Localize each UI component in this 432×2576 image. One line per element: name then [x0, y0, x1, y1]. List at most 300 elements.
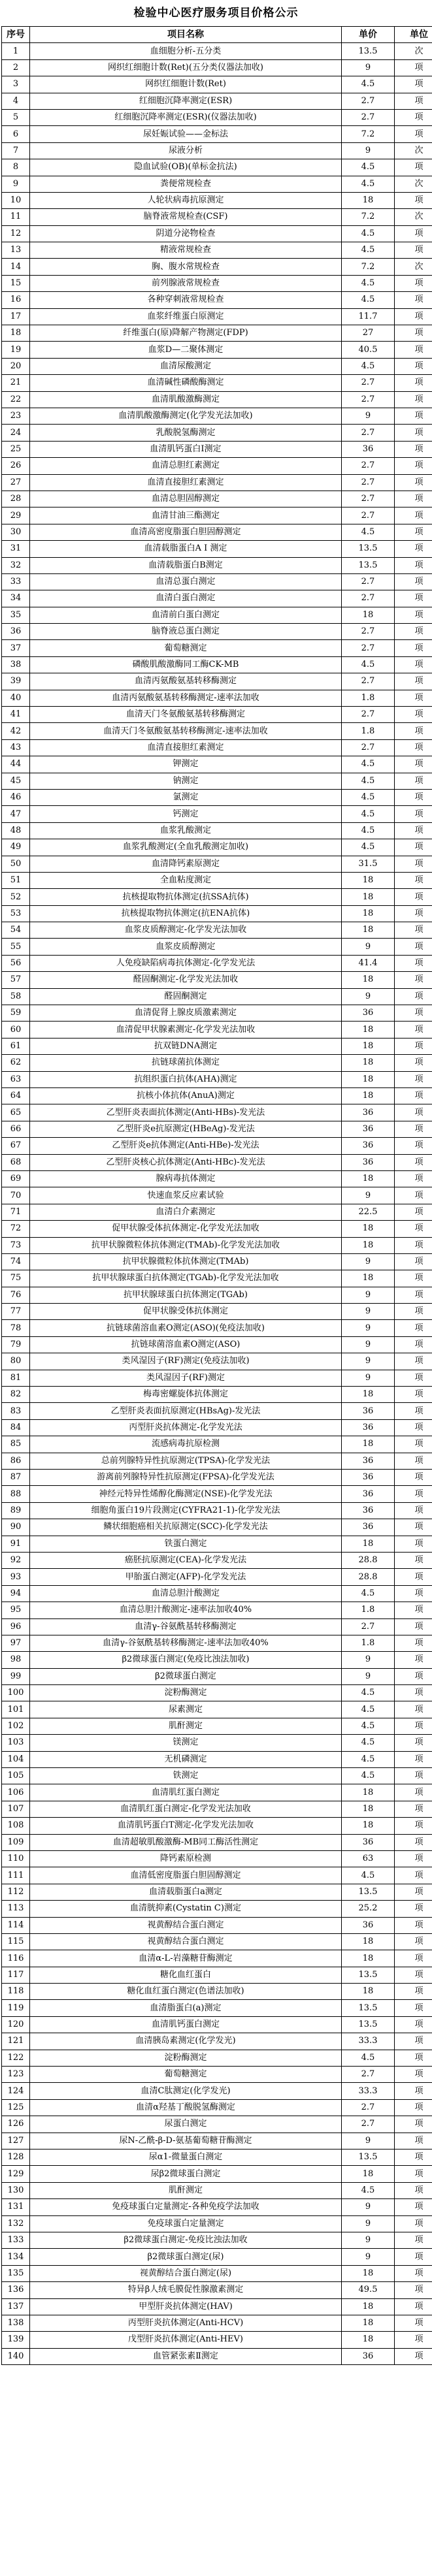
item-name: 视黄醇结合蛋白测定	[30, 1933, 342, 1950]
row-number: 115	[2, 1933, 30, 1950]
unit-price: 13.5	[342, 2016, 395, 2033]
unit-price: 28.8	[342, 1569, 395, 1585]
unit: 项	[395, 2099, 432, 2116]
item-name: 抗甲状腺微粒体抗体测定(TMAb)	[30, 1253, 342, 1270]
unit-price: 2.7	[342, 2116, 395, 2133]
item-name: 血浆乳酸测定(全血乳酸测定加收)	[30, 839, 342, 856]
unit-price: 1.8	[342, 1602, 395, 1618]
table-row	[2, 922, 432, 939]
item-name: 血清肌红蛋白测定-化学发光法加收	[30, 1801, 342, 1817]
unit: 项	[395, 375, 432, 391]
unit-price: 49.5	[342, 2282, 395, 2298]
table-row	[2, 1304, 432, 1320]
unit-price: 28.8	[342, 1552, 395, 1568]
table-row	[2, 358, 432, 374]
item-name: 血清甘油三酯测定	[30, 507, 342, 524]
unit-price: 18	[342, 1984, 395, 2000]
item-name: β2微球蛋白测定	[30, 1668, 342, 1684]
row-number: 17	[2, 308, 30, 325]
unit: 项	[395, 2282, 432, 2298]
unit: 项	[395, 1850, 432, 1867]
row-number: 32	[2, 557, 30, 573]
item-name: 血清γ-谷氨酰基转移酶测定	[30, 1618, 342, 1635]
item-name: 糖化血红蛋白	[30, 1967, 342, 1983]
table-row	[2, 1950, 432, 1967]
row-number: 136	[2, 2282, 30, 2298]
unit-price: 13.5	[342, 1884, 395, 1900]
unit-price: 18	[342, 1237, 395, 1253]
row-number: 34	[2, 590, 30, 607]
unit-price: 18	[342, 192, 395, 208]
unit-price: 2.7	[342, 375, 395, 391]
unit-price: 7.2	[342, 209, 395, 225]
unit: 项	[395, 325, 432, 342]
row-number: 51	[2, 872, 30, 888]
row-number: 30	[2, 524, 30, 540]
row-number: 62	[2, 1055, 30, 1071]
item-name: 红细胞沉降率测定(ESR)	[30, 93, 342, 109]
header-price: 单价	[342, 27, 395, 43]
table-row	[2, 1486, 432, 1502]
unit: 项	[395, 789, 432, 805]
row-number: 97	[2, 1635, 30, 1651]
unit-price: 18	[342, 972, 395, 988]
table-row	[2, 1204, 432, 1220]
unit: 项	[395, 1668, 432, 1684]
item-name: 粪便常规检查	[30, 176, 342, 192]
item-name: 网织红细胞计数(Ret)	[30, 76, 342, 93]
unit: 项	[395, 308, 432, 325]
table-row	[2, 2016, 432, 2033]
unit-price: 2.7	[342, 624, 395, 640]
row-number: 47	[2, 806, 30, 822]
row-number: 67	[2, 1138, 30, 1154]
row-number: 39	[2, 673, 30, 690]
item-name: 葡萄糖测定	[30, 640, 342, 656]
item-name: 快速血浆反应素试验	[30, 1187, 342, 1204]
item-name: 甲胎蛋白测定(AFP)-化学发光法	[30, 1569, 342, 1585]
unit: 项	[395, 1005, 432, 1022]
item-name: 鳞状细胞癌相关抗原测定(SCC)-化学发光法	[30, 1519, 342, 1536]
row-number: 49	[2, 839, 30, 856]
unit: 项	[395, 640, 432, 656]
unit-price: 2.7	[342, 507, 395, 524]
unit: 项	[395, 1834, 432, 1850]
item-name: 血清肌钙蛋白T测定-化学发光法加收	[30, 1818, 342, 1834]
unit-price: 36	[342, 2348, 395, 2364]
unit-price: 36	[342, 1834, 395, 1850]
row-number: 101	[2, 1701, 30, 1718]
unit: 项	[395, 822, 432, 839]
table-row	[2, 640, 432, 656]
table-row	[2, 1022, 432, 1038]
item-name: 血清低密度脂蛋白胆固醇测定	[30, 1867, 342, 1884]
unit-price: 7.2	[342, 259, 395, 275]
unit-price: 9	[342, 1370, 395, 1386]
unit: 项	[395, 1469, 432, 1485]
item-name: 精液常规检查	[30, 242, 342, 259]
table-row	[2, 1569, 432, 1585]
unit: 项	[395, 1104, 432, 1121]
unit: 项	[395, 1967, 432, 1983]
row-number: 80	[2, 1353, 30, 1370]
unit-price: 4.5	[342, 822, 395, 839]
unit: 项	[395, 955, 432, 971]
row-number: 88	[2, 1486, 30, 1502]
item-name: 类风湿因子(RF)测定	[30, 1370, 342, 1386]
row-number: 71	[2, 1204, 30, 1220]
table-row	[2, 1370, 432, 1386]
unit-price: 9	[342, 1253, 395, 1270]
unit-price: 9	[342, 1668, 395, 1684]
unit: 项	[395, 1618, 432, 1635]
item-name: 神经元特异性烯醇化酶测定(NSE)-化学发光法	[30, 1486, 342, 1502]
unit: 项	[395, 491, 432, 507]
row-number: 94	[2, 1585, 30, 1602]
unit: 项	[395, 1320, 432, 1336]
item-name: 血清总胆红素测定	[30, 458, 342, 474]
unit-price: 18	[342, 1950, 395, 1967]
unit: 项	[395, 939, 432, 955]
table-row	[2, 573, 432, 590]
item-name: 尿液分析	[30, 142, 342, 159]
item-name: 血清C肽测定(化学发光)	[30, 2083, 342, 2099]
unit: 项	[395, 1486, 432, 1502]
table-row	[2, 93, 432, 109]
table-row	[2, 1253, 432, 1270]
table-row	[2, 2099, 432, 2116]
item-name: 钙测定	[30, 806, 342, 822]
unit-price: 18	[342, 1170, 395, 1187]
item-name: 网织红细胞计数(Ret)(五分类仪器法加收)	[30, 59, 342, 76]
unit: 项	[395, 1304, 432, 1320]
unit-price: 2.7	[342, 2067, 395, 2083]
table-row	[2, 1850, 432, 1867]
item-name: 磷酸肌酸激酶同工酶CK-MB	[30, 656, 342, 673]
unit: 项	[395, 1353, 432, 1370]
table-row	[2, 209, 432, 225]
table-row	[2, 2166, 432, 2182]
unit: 项	[395, 2166, 432, 2182]
row-number: 76	[2, 1287, 30, 1303]
table-row	[2, 1818, 432, 1834]
row-number: 63	[2, 1071, 30, 1087]
table-row	[2, 1552, 432, 1568]
item-name: 血清肌钙蛋白I测定	[30, 441, 342, 457]
unit-price: 40.5	[342, 342, 395, 358]
unit: 项	[395, 358, 432, 374]
item-name: 抗甲状腺球蛋白抗体测定(TGAb)-化学发光法加收	[30, 1270, 342, 1287]
row-number: 85	[2, 1436, 30, 1453]
item-name: 血清γ-谷氨酰基转移酶测定-速率法加收40%	[30, 1635, 342, 1651]
table-row	[2, 458, 432, 474]
row-number: 50	[2, 856, 30, 872]
table-row	[2, 2000, 432, 2016]
unit: 项	[395, 2000, 432, 2016]
unit-price: 4.5	[342, 756, 395, 773]
unit: 项	[395, 2298, 432, 2315]
unit: 项	[395, 839, 432, 856]
item-name: 钠测定	[30, 773, 342, 789]
table-row	[2, 905, 432, 922]
table-row	[2, 2215, 432, 2232]
unit-price: 31.5	[342, 856, 395, 872]
item-name: 尿N-乙酰-β-D-氨基葡萄糖苷酶测定	[30, 2133, 342, 2149]
unit-price: 18	[342, 2265, 395, 2281]
item-name: 全血粘度测定	[30, 872, 342, 888]
unit-price: 18	[342, 1784, 395, 1801]
unit: 项	[395, 474, 432, 491]
table-row	[2, 1668, 432, 1684]
table-row	[2, 109, 432, 125]
table-row	[2, 822, 432, 839]
item-name: 铁测定	[30, 1768, 342, 1784]
table-row	[2, 541, 432, 557]
item-name: 血细胞分析-五分类	[30, 43, 342, 59]
unit-price: 27	[342, 325, 395, 342]
row-number: 139	[2, 2332, 30, 2348]
table-row	[2, 1867, 432, 1884]
row-number: 113	[2, 1901, 30, 1917]
table-row	[2, 1453, 432, 1469]
row-number: 75	[2, 1270, 30, 1287]
unit-price: 4.5	[342, 1768, 395, 1784]
item-name: 血清降钙素原测定	[30, 856, 342, 872]
item-name: 免疫球蛋白定量测定-各种免疫学法加收	[30, 2199, 342, 2215]
unit-price: 4.5	[342, 2050, 395, 2066]
unit-price: 18	[342, 2332, 395, 2348]
row-number: 74	[2, 1253, 30, 1270]
unit: 项	[395, 1204, 432, 1220]
row-number: 27	[2, 474, 30, 491]
unit-price: 4.5	[342, 839, 395, 856]
table-row	[2, 242, 432, 259]
table-row	[2, 590, 432, 607]
row-number: 7	[2, 142, 30, 159]
table-row	[2, 1005, 432, 1022]
row-number: 15	[2, 275, 30, 291]
unit: 项	[395, 425, 432, 441]
item-name: 镁测定	[30, 1735, 342, 1751]
unit: 项	[395, 2182, 432, 2198]
row-number: 29	[2, 507, 30, 524]
item-name: 乙型肝炎表面抗体测定(Anti-HBs)-发光法	[30, 1104, 342, 1121]
table-row	[2, 707, 432, 723]
unit: 项	[395, 2348, 432, 2364]
item-name: 抗甲状腺球蛋白抗体测定(TGAb)	[30, 1287, 342, 1303]
row-number: 109	[2, 1834, 30, 1850]
row-number: 64	[2, 1088, 30, 1104]
row-number: 45	[2, 773, 30, 789]
item-name: 血清促肾上腺皮质激素测定	[30, 1005, 342, 1022]
row-number: 90	[2, 1519, 30, 1536]
table-row	[2, 2232, 432, 2248]
row-number: 36	[2, 624, 30, 640]
unit-price: 7.2	[342, 126, 395, 142]
row-number: 100	[2, 1685, 30, 1701]
row-number: 84	[2, 1419, 30, 1436]
row-number: 78	[2, 1320, 30, 1336]
row-number: 112	[2, 1884, 30, 1900]
unit-price: 36	[342, 1502, 395, 1519]
item-name: 血浆D—二聚体测定	[30, 342, 342, 358]
item-name: 血清总胆汁酸测定	[30, 1585, 342, 1602]
table-row	[2, 1917, 432, 1933]
row-number: 41	[2, 707, 30, 723]
unit-price: 13.5	[342, 2000, 395, 2016]
unit-price: 4.5	[342, 159, 395, 176]
table-row	[2, 1170, 432, 1187]
table-row	[2, 656, 432, 673]
item-name: 血清尿酸测定	[30, 358, 342, 374]
row-number: 108	[2, 1818, 30, 1834]
table-row	[2, 1403, 432, 1419]
unit-price: 9	[342, 2199, 395, 2215]
item-name: 抗核小体抗体(AnuA)测定	[30, 1088, 342, 1104]
unit: 项	[395, 1088, 432, 1104]
row-number: 46	[2, 789, 30, 805]
row-number: 61	[2, 1038, 30, 1054]
unit-price: 4.5	[342, 806, 395, 822]
unit-price: 4.5	[342, 524, 395, 540]
row-number: 72	[2, 1221, 30, 1237]
item-name: 血清肌酸激酶测定(化学发光法加收)	[30, 408, 342, 424]
unit-price: 9	[342, 939, 395, 955]
table-row	[2, 756, 432, 773]
table-row	[2, 2298, 432, 2315]
unit: 项	[395, 806, 432, 822]
unit: 项	[395, 1701, 432, 1718]
unit: 项	[395, 109, 432, 125]
item-name: 尿素测定	[30, 1701, 342, 1718]
unit-price: 9	[342, 1652, 395, 1668]
unit-price: 2.7	[342, 391, 395, 408]
unit-price: 36	[342, 1403, 395, 1419]
unit: 次	[395, 43, 432, 59]
unit-price: 2.7	[342, 491, 395, 507]
unit: 项	[395, 2232, 432, 2248]
unit-price: 4.5	[342, 1718, 395, 1734]
table-row	[2, 1701, 432, 1718]
unit-price: 18	[342, 1270, 395, 1287]
item-name: 免疫球蛋白定量测定	[30, 2215, 342, 2232]
item-name: β2微球蛋白测定(尿)	[30, 2249, 342, 2265]
unit: 项	[395, 441, 432, 457]
row-number: 103	[2, 1735, 30, 1751]
table-body	[2, 43, 432, 2365]
unit: 项	[395, 2149, 432, 2166]
unit: 项	[395, 1055, 432, 1071]
unit: 项	[395, 707, 432, 723]
table-row	[2, 1635, 432, 1651]
row-number: 93	[2, 1569, 30, 1585]
unit-price: 18	[342, 1038, 395, 1054]
item-name: 人轮状病毒抗原测定	[30, 192, 342, 208]
unit: 项	[395, 1419, 432, 1436]
item-name: 脑脊液总蛋白测定	[30, 624, 342, 640]
table-row	[2, 789, 432, 805]
row-number: 8	[2, 159, 30, 176]
table-row	[2, 839, 432, 856]
row-number: 37	[2, 640, 30, 656]
unit-price: 36	[342, 1104, 395, 1121]
table-row	[2, 889, 432, 905]
item-name: 血清α-L-岩藻糖苷酶测定	[30, 1950, 342, 1967]
unit-price: 18	[342, 1088, 395, 1104]
header-no: 序号	[2, 27, 30, 43]
table-row	[2, 176, 432, 192]
item-name: 尿妊娠试验——金标法	[30, 126, 342, 142]
unit-price: 4.5	[342, 2182, 395, 2198]
unit-price: 9	[342, 142, 395, 159]
unit: 项	[395, 507, 432, 524]
unit-price: 63	[342, 1850, 395, 1867]
unit: 项	[395, 1387, 432, 1403]
unit: 项	[395, 1801, 432, 1817]
unit: 项	[395, 1187, 432, 1204]
unit: 项	[395, 391, 432, 408]
table-row	[2, 142, 432, 159]
unit-price: 33.3	[342, 2083, 395, 2099]
unit-price: 9	[342, 1320, 395, 1336]
row-number: 44	[2, 756, 30, 773]
unit-price: 4.5	[342, 1685, 395, 1701]
unit-price: 13.5	[342, 557, 395, 573]
table-row	[2, 524, 432, 540]
unit: 项	[395, 1933, 432, 1950]
unit: 项	[395, 1602, 432, 1618]
row-number: 134	[2, 2249, 30, 2265]
unit: 项	[395, 192, 432, 208]
item-name: 葡萄糖测定	[30, 2067, 342, 2083]
unit: 项	[395, 557, 432, 573]
table-row	[2, 1121, 432, 1137]
row-number: 128	[2, 2149, 30, 2166]
item-name: β2微球蛋白测定-免疫比浊法加收	[30, 2232, 342, 2248]
item-name: 氯测定	[30, 789, 342, 805]
row-number: 81	[2, 1370, 30, 1386]
table-row	[2, 2083, 432, 2099]
unit: 项	[395, 126, 432, 142]
table-row	[2, 723, 432, 739]
item-name: 血清总胆固醇测定	[30, 491, 342, 507]
item-name: 血清α羟基丁酸脱氢酶测定	[30, 2099, 342, 2116]
item-name: 促甲状腺受体抗体测定	[30, 1304, 342, 1320]
table-row	[2, 1436, 432, 1453]
unit-price: 22.5	[342, 1204, 395, 1220]
item-name: 血清总胆汁酸测定-速率法加收40%	[30, 1602, 342, 1618]
table-row	[2, 391, 432, 408]
unit: 项	[395, 1917, 432, 1933]
item-name: 阴道分泌物检查	[30, 225, 342, 242]
unit: 项	[395, 1735, 432, 1751]
unit-price: 13.5	[342, 2149, 395, 2166]
unit: 项	[395, 573, 432, 590]
unit: 项	[395, 2050, 432, 2066]
table-row	[2, 375, 432, 391]
unit: 项	[395, 723, 432, 739]
unit: 项	[395, 1768, 432, 1784]
table-row	[2, 1071, 432, 1087]
row-number: 2	[2, 59, 30, 76]
unit: 项	[395, 2067, 432, 2083]
row-number: 119	[2, 2000, 30, 2016]
table-row	[2, 988, 432, 1005]
page-title: 检验中心医疗服务项目价格公示	[133, 7, 299, 20]
table-row	[2, 43, 432, 59]
table-row	[2, 1270, 432, 1287]
unit: 项	[395, 1253, 432, 1270]
